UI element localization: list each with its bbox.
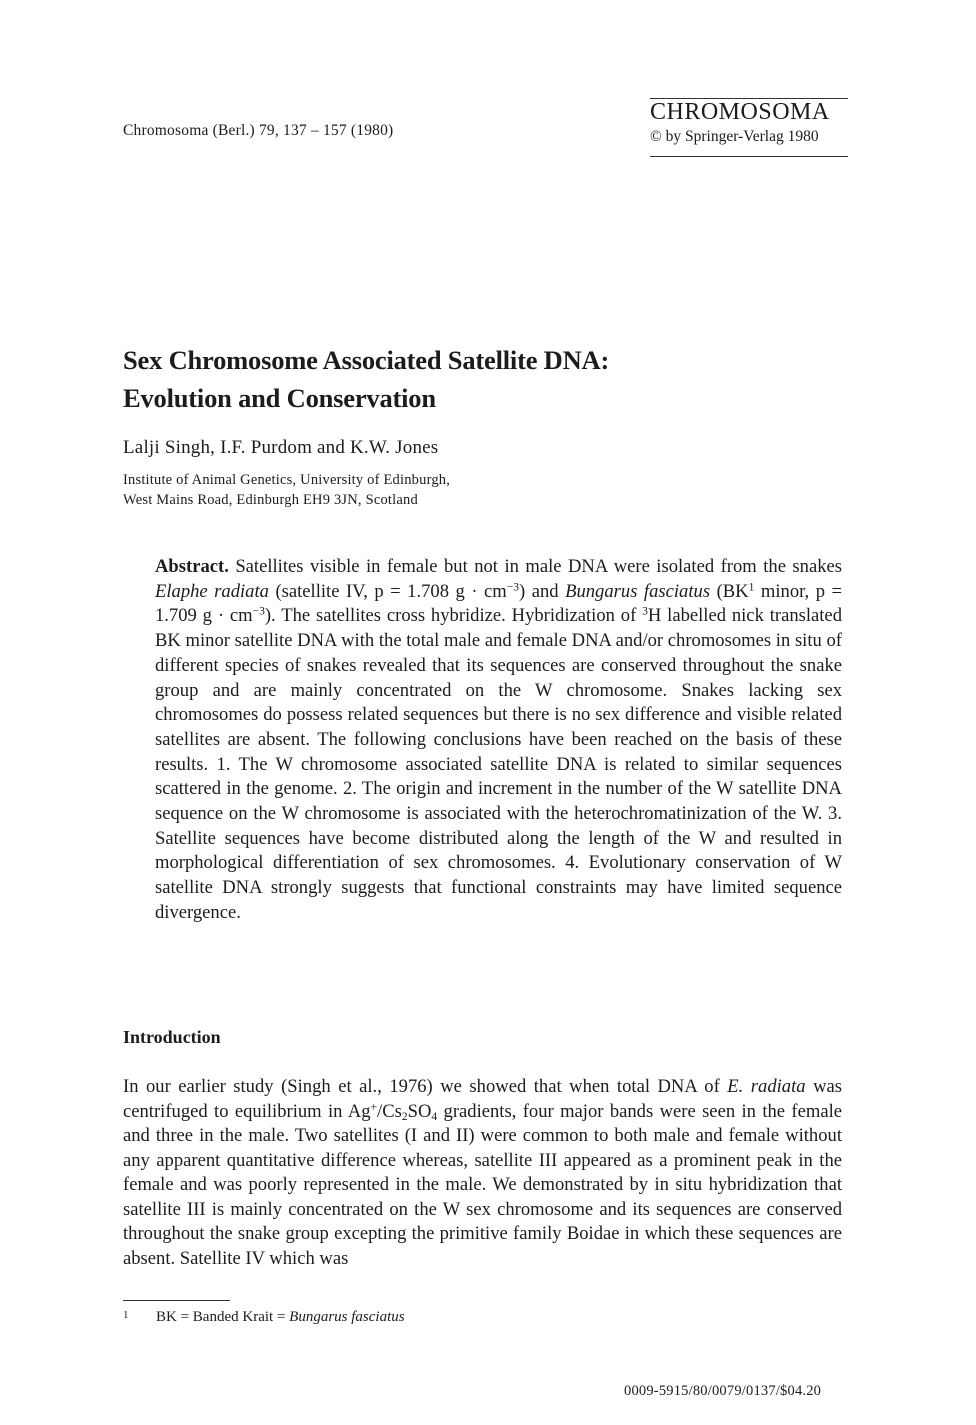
affiliation-line-2: West Mains Road, Edinburgh EH9 3JN, Scotland <box>123 492 418 508</box>
article-title <box>123 341 609 417</box>
footnote-species: Bungarus fasciatus <box>289 1309 405 1325</box>
subscript: 2 <box>401 1110 408 1123</box>
superscript: + <box>370 1101 378 1114</box>
affiliation <box>123 470 450 510</box>
footnote-marker: 1 <box>123 1309 129 1321</box>
abstract-text: (satellite IV, p = 1.708 g · cm <box>268 580 507 602</box>
exponent: −3 <box>506 581 520 594</box>
abstract-text: minor, p = 1.709 g · cm <box>155 580 843 627</box>
publication-code: 0009-5915/80/0079/0137/$04.20 <box>624 1383 822 1399</box>
authors: Lalji Singh, I.F. Purdom and K.W. Jones <box>123 437 439 458</box>
body-text: was centrifuged to equilibrium in Ag <box>123 1076 842 1122</box>
journal-citation: Chromosoma (Berl.) 79, 137 – 157 (1980) <box>123 122 394 139</box>
body-text: SO <box>407 1100 432 1122</box>
abstract-text: ) and <box>519 580 566 602</box>
abstract-text: H labelled nick translated BK minor satellite DNA with the total male and female DNA and/or chromosomes in situ of different species of snakes revealed that its sequences are conserved throughout the snake group and are mainly concentrated on the W chromosome. Snakes lacking sex chromosomes do possess related sequences but there is no sex difference and visible related satellites are absent. The following conclusions have been reached on the basis of these results. 1. The W chromosome associated satellite DNA is related to similar sequences scattered in the genome. 2. The origin and increment in the number of the W satellite DNA sequence on the W chromosome is associated with the heterochromatinization of the W. 3. Satellite sequences have become distributed along the length of the W and resulted in morphological differentiation of sex chromosomes. 4. Evolutionary conservation of W satellite DNA strongly suggests that functional constraints may have limited sequence divergence. <box>155 605 842 923</box>
species-name: Bungarus fasciatus <box>565 580 711 602</box>
abstract-text: Satellites visible in female but not in male DNA were isolated from the snakes <box>228 556 842 577</box>
journal-name: CHROMOSOMA <box>650 99 830 125</box>
journal-masthead <box>650 98 848 147</box>
subscript: 4 <box>431 1110 438 1123</box>
exponent: −3 <box>252 606 265 619</box>
abstract-label: Abstract. <box>155 556 229 577</box>
copyright-notice: © by Springer-Verlag 1980 <box>650 128 819 145</box>
abstract-text: ). The satellites cross hybridize. Hybridization of <box>264 605 643 627</box>
section-heading: Introduction <box>123 1027 221 1047</box>
title-line-1: Sex Chromosome Associated Satellite DNA: <box>123 345 610 375</box>
title-line-2: Evolution and Conservation <box>123 383 436 413</box>
species-name: Elaphe radiata <box>155 580 269 602</box>
footnote <box>123 1309 405 1326</box>
species-name: E. radiata <box>727 1076 806 1097</box>
footnote-text: BK = Banded Krait = <box>156 1309 290 1325</box>
affiliation-line-1: Institute of Animal Genetics, University of Edinburgh, <box>123 472 451 488</box>
body-text: In our earlier study (Singh et al., 1976) we showed that when total DNA of <box>123 1076 728 1097</box>
body-text: /Cs <box>377 1100 402 1122</box>
body-text: gradients, four major bands were seen in the female and three in the male. Two satellites (I and II) were common to both male and female without any apparent quantitative difference whereas, satellite III appeared as a prominent peak in the female and was poorly represented in the male. We demonstrated by in situ hybridization that satellite III is mainly concentrated on the W sex chromosome and its sequences are conserved throughout the snake group excepting the primitive family Boidae in which these sequences are absent. Satellite IV which was <box>123 1100 842 1269</box>
isotope-mass: 3 <box>642 606 648 619</box>
header-rule-bottom <box>650 156 848 157</box>
footnote-rule <box>123 1300 230 1301</box>
abstract <box>155 555 842 926</box>
introduction-paragraph <box>123 1075 842 1271</box>
footnote-reference: 1 <box>748 581 755 594</box>
abstract-text: (BK <box>710 580 749 602</box>
